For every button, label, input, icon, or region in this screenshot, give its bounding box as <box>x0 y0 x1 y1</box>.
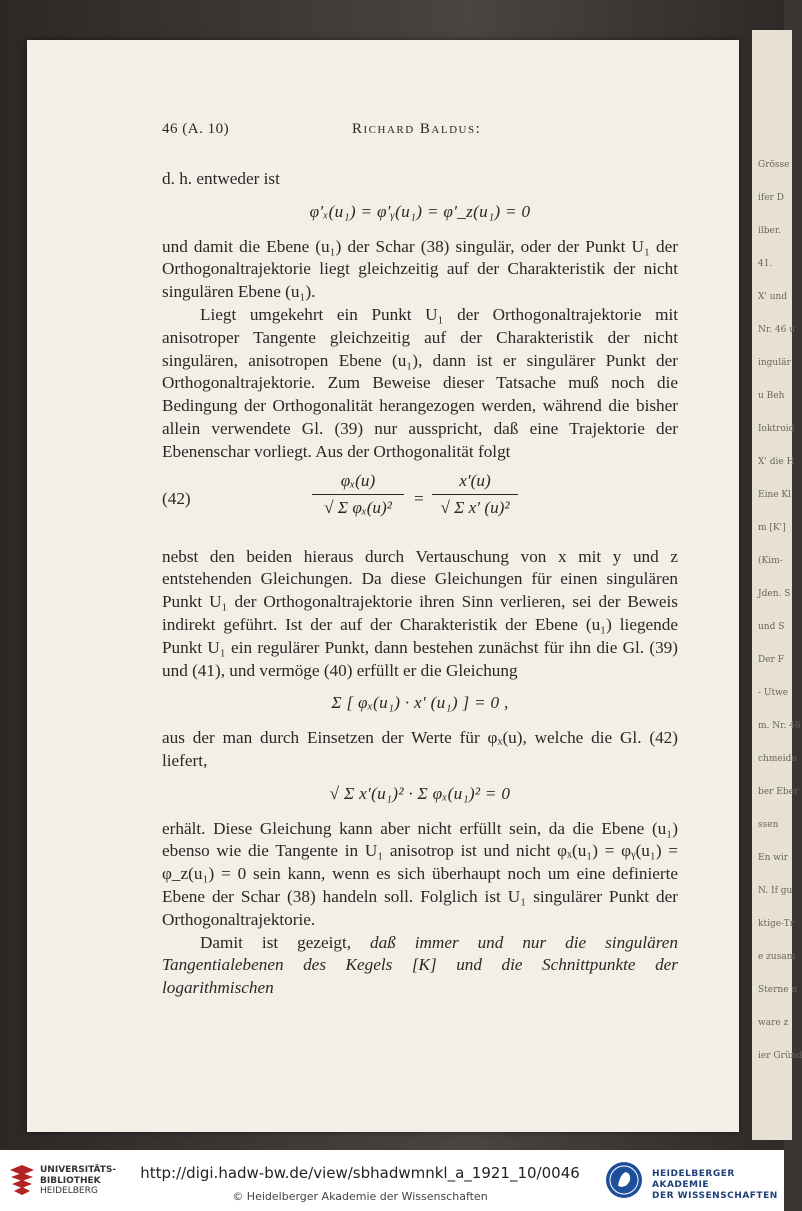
running-header <box>162 118 678 140</box>
library-name-line-2: BIBLIOTHEK <box>40 1175 101 1186</box>
equation-number: (42) <box>162 488 191 508</box>
adjacent-page-fragment: m [K'] <box>758 523 786 533</box>
adjacent-page-fragment: Sterne n <box>758 985 798 995</box>
adjacent-page-fragment: ifer D <box>758 193 784 203</box>
adjacent-page-fragment: chmeide <box>758 754 797 764</box>
academy-seal-icon <box>604 1160 644 1200</box>
adjacent-page-fragment: ber Eber <box>758 787 799 797</box>
viewer-footer <box>0 1150 784 1211</box>
paragraph-6 <box>162 932 678 1000</box>
fraction-right-denominator: √ Σ x′ (u)² <box>440 498 510 518</box>
adjacent-page-fragment: N. If gu <box>758 886 793 896</box>
adjacent-page-fragment: u Beh <box>758 391 785 401</box>
equals-sign: = <box>414 488 424 508</box>
library-name-line-1: UNIVERSITÄTS- <box>40 1165 117 1175</box>
fraction-left <box>312 470 404 521</box>
adjacent-page-fragment: Grösse <box>758 160 790 170</box>
adjacent-page-fragment: e zusam <box>758 952 796 962</box>
adjacent-page-fragment: Eine Kl <box>758 490 792 500</box>
copyright-notice: © Heidelberger Akademie der Wissenschaften <box>232 1190 488 1203</box>
academy-name-line-1: HEIDELBERGER AKADEMIE <box>652 1169 735 1190</box>
adjacent-page-fragment: - Utwe <box>758 688 789 698</box>
adjacent-page-fragment: 41. <box>758 259 773 269</box>
paragraph-1: und damit die Ebene (u₁) der Schar (38) singulär, oder der Punkt U₁ der Orthogonaltrajektorie liegt gleichzeitig auf der Charakteristik der nicht singulären Ebene (u₁). <box>162 236 678 302</box>
university-library-logo-icon <box>8 1164 36 1198</box>
formula-sum: Σ [ φₓ(u₁) · x′ (u₁) ] = 0 , <box>331 693 509 713</box>
intro-line: d. h. entweder ist <box>162 169 280 188</box>
adjacent-page-fragment: (Kim- <box>758 556 783 566</box>
paragraph-3: nebst den beiden hieraus durch Vertauschung von x mit y und z entstehenden Gleichungen. Da diese Gleichungen für einen singulären Punkt U₁ der Orthogonaltrajektorie ihren Sinn verlieren, sei der Beweis indirekt geführt. Ist der auf der Charakteristik der Ebene (u₁) liegende Punkt U₁ ein regulärer Punkt, dann bestehen zunächst für ihn die Gl. (39) und (41), und vermöge (40) erfüllt er die Gleichung <box>162 546 678 680</box>
university-library-name <box>40 1165 116 1197</box>
adjacent-page-fragment: ingulär <box>758 358 791 368</box>
paragraph-4: aus der man durch Einsetzen der Werte für φₓ(u), welche die Gl. (42) liefert, <box>162 728 678 770</box>
academy-name <box>652 1169 784 1202</box>
adjacent-page-edge <box>752 30 802 1140</box>
adjacent-page-fragment: Ioktroid <box>758 424 795 434</box>
adjacent-page-fragment: Nr. 46 u <box>758 325 796 335</box>
adjacent-page-fragment: X' und <box>758 292 788 302</box>
adjacent-page-fragment: X' die H <box>758 457 795 467</box>
fraction-left-numerator: φₓ(u) <box>340 470 376 490</box>
adjacent-page-fragment: ier Gründ <box>758 1051 802 1061</box>
equation-42 <box>162 470 678 534</box>
adjacent-page-fragment: Jden. S <box>758 589 791 599</box>
adjacent-page-fragment: ssen <box>758 820 779 830</box>
paragraph-6-start: Damit ist gezeigt, <box>200 932 370 952</box>
adjacent-page-fragment: m. Nr. 46 <box>758 721 801 731</box>
adjacent-page-fragment: Der F <box>758 655 784 665</box>
page-number: 46 (A. 10) <box>162 121 230 137</box>
formula-root: √ Σ x′(u₁)² · Σ φₓ(u₁)² = 0 <box>329 783 511 803</box>
page-permalink[interactable]: http://digi.hadw-bw.de/view/sbhadwmnkl_a_1921_10/0046 <box>140 1164 580 1182</box>
academy-name-line-2: DER WISSENSCHAFTEN <box>652 1191 778 1201</box>
adjacent-page-fragment: und S <box>758 622 785 632</box>
formula-derivatives-zero: φ′ₓ(u₁) = φ′ᵧ(u₁) = φ′_z(u₁) = 0 <box>309 201 531 221</box>
adjacent-page-fragment: ware z <box>758 1018 789 1028</box>
adjacent-page-fragment: En wir <box>758 853 789 863</box>
fraction-right <box>432 470 518 521</box>
adjacent-page-fragment: ktige-Tr <box>758 919 795 929</box>
running-title: Richard Baldus: <box>352 121 482 137</box>
paragraph-2: Liegt umgekehrt ein Punkt U₁ der Orthogonaltrajektorie mit anisotroper Tangente gleichzeitig auf der Charakteristik der nicht singulären, anisotropen Ebene (u₁), dann ist er singulärer Punkt der Orthogonaltrajektorie. Zum Beweise dieser Tatsache muß noch die Bedingung der Orthogonalität herangezogen werden, während die bisher allein verwendete Gl. (39) nur ausspricht, daß eine Trajektorie der Ebenenschar vorliegt. Aus der Orthogonalität folgt <box>162 304 678 461</box>
fraction-left-denominator: √ Σ φₓ(u)² <box>324 498 392 518</box>
library-city: HEIDELBERG <box>40 1186 98 1196</box>
fraction-right-numerator: x′(u) <box>459 470 491 490</box>
adjacent-page-fragment: ilber. <box>758 226 782 236</box>
paragraph-5: erhält. Diese Gleichung kann aber nicht erfüllt sein, da die Ebene (u₁) ebenso wie die Tangente in U₁ anisotrop ist und nicht φₓ(u₁) = φᵧ(u₁) = φ_z(u₁) = 0 sein kann, wenn es sich überhaupt noch um eine definierte Ebene der Schar (38) handeln soll. Folglich ist U₁ singulärer Punkt der Orthogonaltrajektorie. <box>162 818 678 929</box>
paragraph-6-italic: daß immer und nur die singulären Tangentialebenen des Kegels [K] und die Schnittpunkte der logarithmischen <box>162 932 678 998</box>
page-content <box>162 118 678 1000</box>
